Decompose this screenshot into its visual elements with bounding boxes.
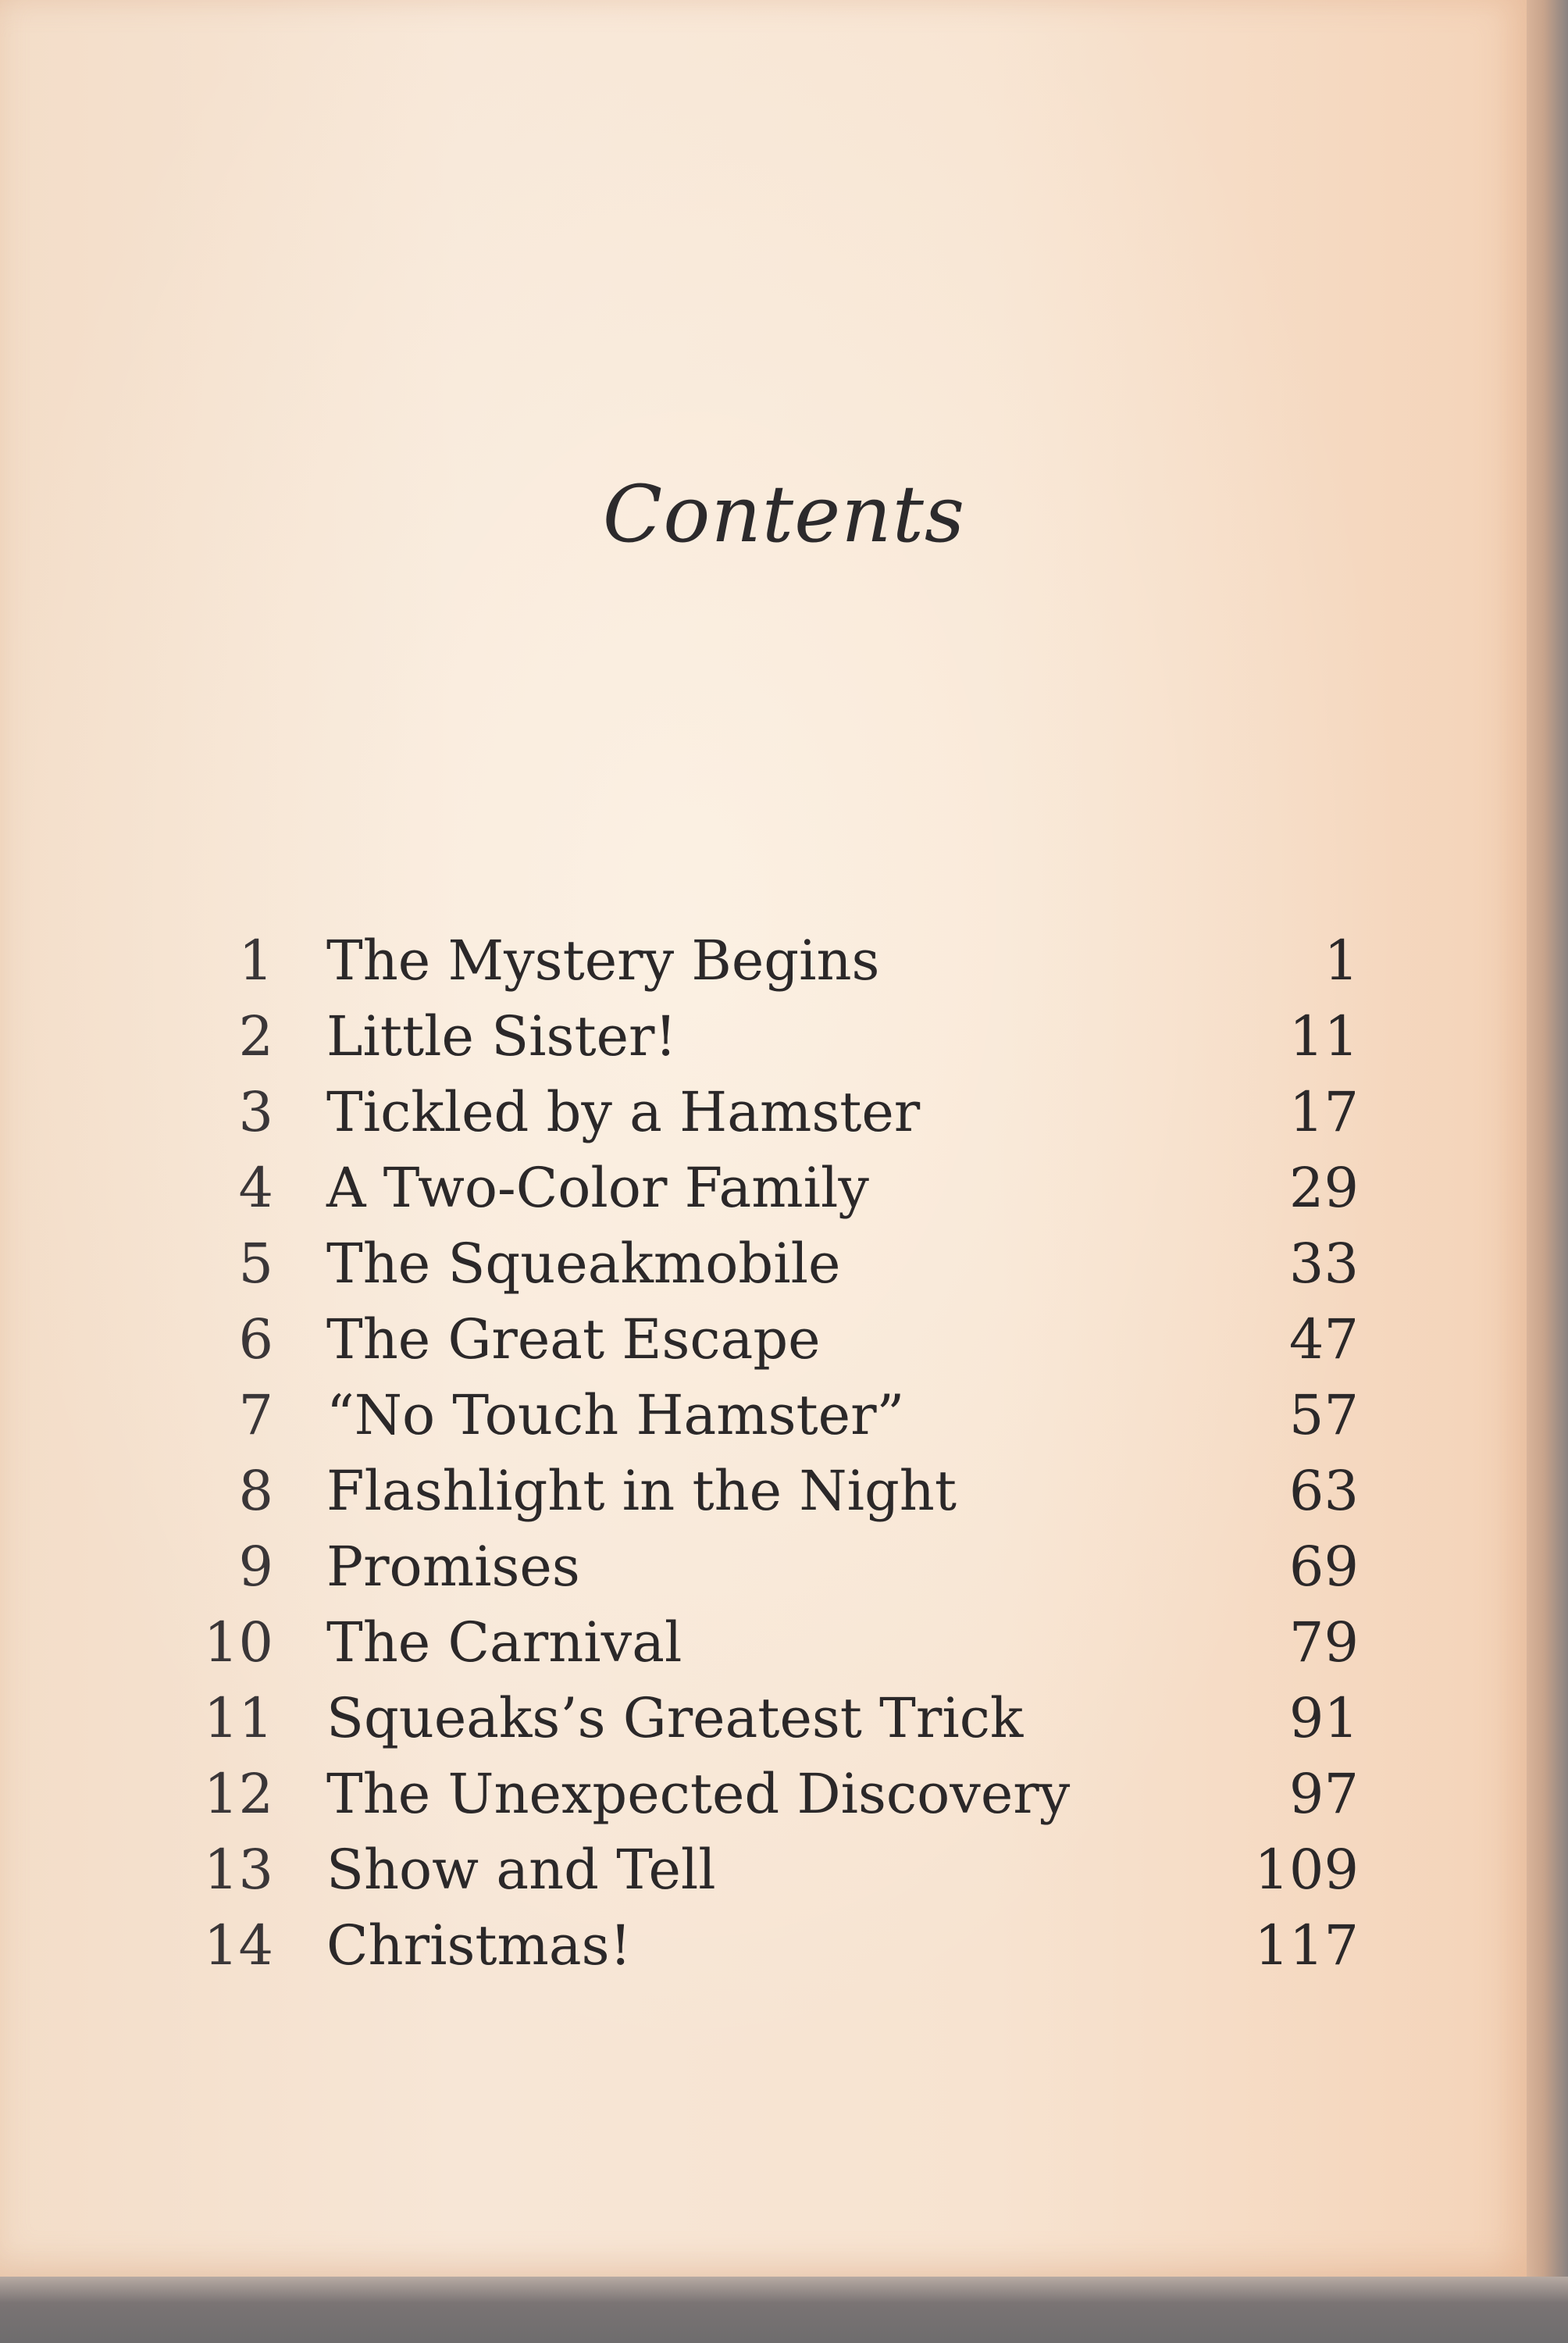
- chapter-title: Squeaks’s Greatest Trick: [326, 1686, 1024, 1750]
- chapter-page: 57: [1288, 1383, 1359, 1447]
- toc-row: [195, 923, 1359, 999]
- chapter-title: The Carnival: [326, 1610, 682, 1674]
- chapter-title: A Two-Color Family: [326, 1156, 869, 1220]
- toc-row: [195, 1302, 1359, 1378]
- chapter-page: 109: [1254, 1838, 1359, 1902]
- chapter-number: 10: [203, 1610, 273, 1674]
- chapter-number: 13: [203, 1838, 273, 1902]
- toc-row: [195, 1908, 1359, 1984]
- page-title: Contents: [602, 469, 966, 560]
- toc-row: [195, 1075, 1359, 1150]
- toc-row: [195, 1605, 1359, 1681]
- chapter-page: 29: [1288, 1156, 1359, 1220]
- chapter-page: 17: [1288, 1080, 1359, 1144]
- chapter-page: 33: [1288, 1232, 1359, 1296]
- toc-row: [195, 1378, 1359, 1453]
- toc-row: [195, 1150, 1359, 1226]
- chapter-title: Show and Tell: [326, 1838, 716, 1902]
- chapter-number: 3: [238, 1080, 273, 1144]
- chapter-page: 47: [1288, 1307, 1359, 1371]
- chapter-page: 63: [1288, 1459, 1359, 1523]
- chapter-number: 8: [238, 1459, 273, 1523]
- chapter-title: The Mystery Begins: [326, 929, 880, 993]
- background-surface: [0, 2277, 1568, 2343]
- chapter-page: 97: [1288, 1762, 1359, 1826]
- chapter-title: The Unexpected Discovery: [326, 1762, 1071, 1826]
- chapter-page: 91: [1288, 1686, 1359, 1750]
- chapter-title: The Great Escape: [326, 1307, 821, 1371]
- chapter-title: Flashlight in the Night: [326, 1459, 957, 1523]
- toc-row: [195, 999, 1359, 1075]
- toc-row: [195, 1756, 1359, 1832]
- chapter-number: 4: [238, 1156, 273, 1220]
- table-of-contents: [195, 923, 1359, 1984]
- toc-row: [195, 1453, 1359, 1529]
- chapter-number: 12: [203, 1762, 273, 1826]
- chapter-title: Christmas!: [326, 1913, 632, 1977]
- chapter-number: 11: [203, 1686, 273, 1750]
- chapter-title: The Squeakmobile: [326, 1232, 841, 1296]
- chapter-page: 1: [1324, 929, 1359, 993]
- toc-row: [195, 1529, 1359, 1605]
- chapter-number: 14: [203, 1913, 273, 1977]
- chapter-number: 2: [238, 1004, 273, 1068]
- toc-row: [195, 1832, 1359, 1908]
- chapter-number: 7: [238, 1383, 273, 1447]
- chapter-number: 1: [238, 929, 273, 993]
- chapter-page: 11: [1288, 1004, 1359, 1068]
- toc-row: [195, 1226, 1359, 1302]
- toc-row: [195, 1681, 1359, 1756]
- chapter-number: 6: [238, 1307, 273, 1371]
- chapter-title: “No Touch Hamster”: [326, 1383, 905, 1447]
- chapter-title: Little Sister!: [326, 1004, 677, 1068]
- chapter-number: 5: [238, 1232, 273, 1296]
- chapter-number: 9: [238, 1535, 273, 1599]
- chapter-page: 117: [1254, 1913, 1359, 1977]
- chapter-page: 69: [1288, 1535, 1359, 1599]
- chapter-page: 79: [1288, 1610, 1359, 1674]
- chapter-title: Promises: [326, 1535, 580, 1599]
- page-edge: [1527, 0, 1568, 2312]
- chapter-title: Tickled by a Hamster: [326, 1080, 921, 1144]
